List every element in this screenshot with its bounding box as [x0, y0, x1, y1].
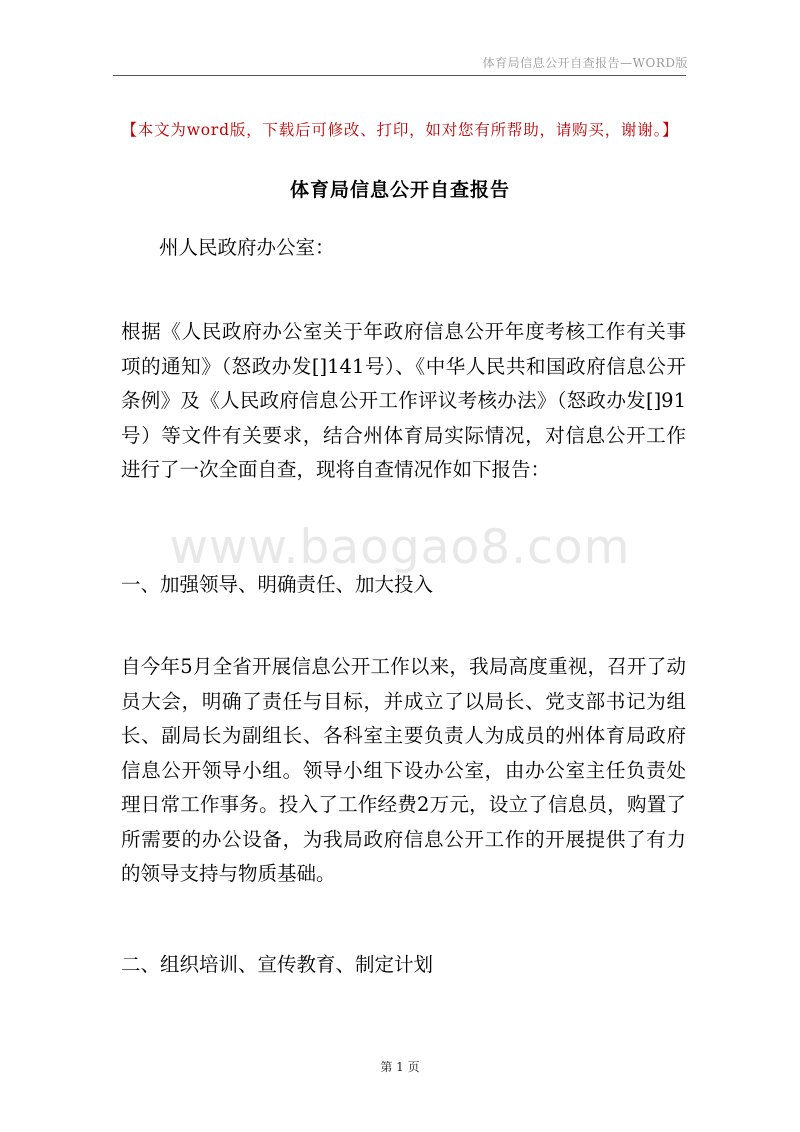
document-title: 体育局信息公开自查报告	[289, 179, 510, 201]
section-heading-2: 二、组织培训、宣传教育、制定计划	[121, 953, 434, 976]
section-heading-1: 一、加强领导、明确责任、加大投入	[121, 573, 434, 596]
purchase-notice: 【本文为word版，下载后可修改、打印，如对您有所帮助，请购买，谢谢。】	[121, 121, 679, 139]
running-header: 体育局信息公开自查报告—WORD版	[482, 56, 688, 70]
page-number: 第 1 页	[380, 1060, 420, 1074]
watermark: www.baogao8.com	[169, 520, 631, 575]
header-divider	[113, 75, 686, 76]
paragraph-intro: 根据《人民政府办公室关于年政府信息公开年度考核工作有关事项的通知》（怒政办发[]141号）、《中华人民共和国政府信息公开条例》及《人民政府信息公开工作评议考核办法》（怒政办发[]91号）等文件有关要求，结合州体育局实际情况，对信息公开工作进行了一次全面自查，现将自查情况作如下报告：	[121, 320, 686, 481]
paragraph-section-1: 自今年5月全省开展信息公开工作以来，我局高度重视，召开了动员大会，明确了责任与目标，并成立了以局长、党支部书记为组长、副局长为副组长、各科室主要负责人为成员的州体育局政府信息公开领导小组。领导小组下设办公室，由办公室主任负责处理日常工作事务。投入了工作经费2万元，设立了信息员，购置了所需要的办公设备，为我局政府信息公开工作的开展提供了有力的领导支持与物质基础。	[121, 655, 686, 885]
salutation: 州人民政府办公室：	[159, 236, 335, 259]
